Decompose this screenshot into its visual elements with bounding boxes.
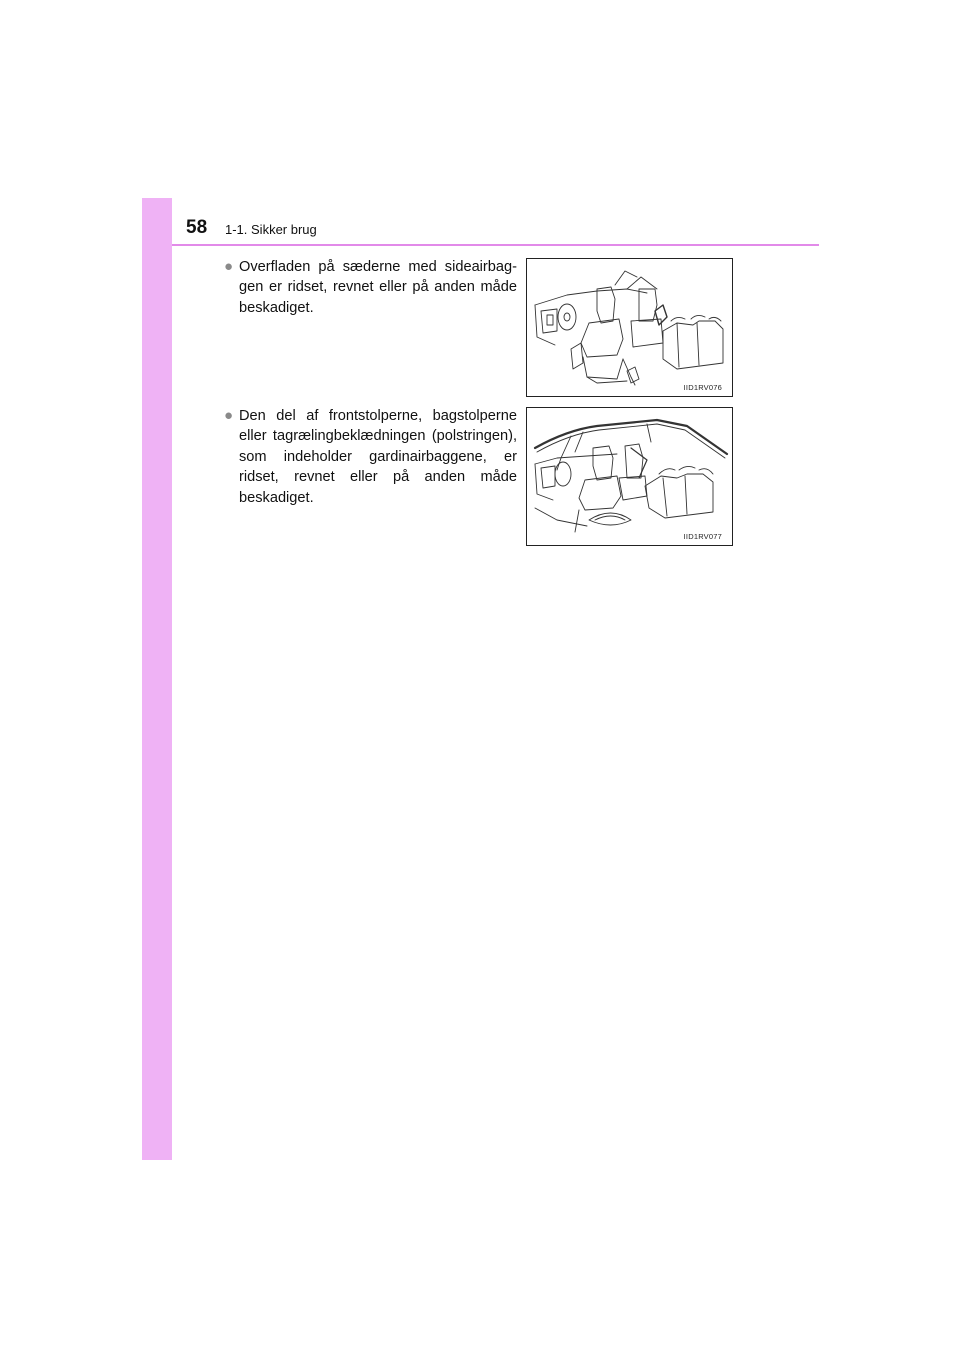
- bullet-icon: ●: [224, 407, 234, 424]
- figure-code: IID1RV077: [683, 532, 722, 541]
- figure-curtain-airbag: [526, 407, 733, 546]
- page-number: 58: [186, 217, 208, 238]
- list-item-text: Den del af frontstolperne, bagstolperne eller tagrælingbeklædningen (polstringen), som indeholder gardinairbaggene, er ridset, revnet eller på anden måde beskadiget.: [239, 408, 517, 506]
- side-tab-band: [142, 198, 172, 1160]
- bullet-icon: ●: [224, 258, 234, 275]
- car-interior-illustration: [527, 259, 732, 396]
- list-item-seat-surface: [224, 257, 517, 318]
- figure-seat-side-airbag: [526, 258, 733, 397]
- header-divider: [172, 244, 819, 246]
- list-item-text: Overfladen på sæderne med sideairbag-gen er ridset, revnet eller på anden måde beskadiget.: [239, 259, 517, 316]
- figure-code: IID1RV076: [683, 383, 722, 392]
- list-item-curtain-airbag-trim: [224, 406, 517, 508]
- car-interior-illustration: [527, 408, 732, 545]
- section-title: 1-1. Sikker brug: [225, 222, 317, 237]
